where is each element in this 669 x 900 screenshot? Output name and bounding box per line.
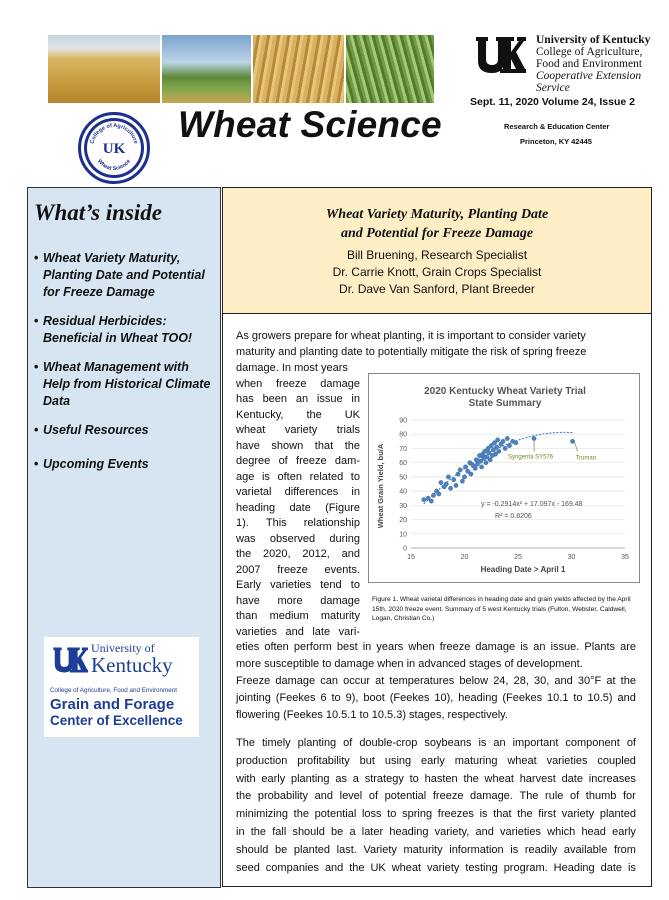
data-point [474, 458, 478, 462]
seal-bottom-text: Wheat Science [95, 158, 132, 173]
figure-caption: Figure 1. Wheat varietal differences in heading date and grain yields affected by the April 15th, 2020 freeze event. Summary of 5 west Kentucky trials (Fulton, Webster, Caldwell, Logan, Christian Co.) [372, 596, 631, 622]
y-tick-label: 10 [399, 531, 407, 539]
data-point [456, 472, 460, 476]
wheat-field-photo [48, 35, 160, 103]
column-line: wheat variety trials [236, 424, 360, 436]
data-point [454, 483, 458, 487]
body-line: jointing (Feekes 6 to 9), boot (Feekes 10), heading (Feekes 10.1 to 10.5) and [236, 692, 636, 704]
data-point [422, 497, 426, 501]
seal-top-text: College of Agriculture [89, 122, 139, 145]
column-line: varieties and late vari- [236, 625, 360, 638]
y-tick-label: 0 [403, 545, 407, 553]
institution-line3: Food and Environment [536, 58, 643, 70]
toc-list [34, 250, 216, 473]
x-tick-label: 20 [460, 554, 469, 561]
column-line: heading date (Figure [236, 501, 360, 514]
column-line: have more damage [236, 594, 360, 607]
column-line: have shown that the [236, 439, 360, 452]
uk-logo-icon [474, 35, 526, 75]
toc-item[interactable]: • Wheat Variety Maturity, Planting Date and Potential for Freeze Damage [34, 250, 216, 301]
issue-line: Sept. 11, 2020 Volume 24, Issue 2 [470, 96, 635, 108]
green-wheat-photo [346, 35, 434, 103]
body-line: seed companies and the UK wheat variety testing program. Heading date is [236, 861, 636, 874]
body-line: eties often perform best in years when freeze damage is an issue. Plants are [236, 641, 636, 653]
article-title-line1: Wheat Variety Maturity, Planting Date [325, 207, 549, 222]
column-line: damage. In most years [236, 362, 348, 374]
chart-xlabel: Heading Date > April 1 [480, 565, 566, 574]
annotation-label: Syngenta SY576 [508, 454, 554, 461]
ripe-wheat-photo [253, 35, 344, 103]
logo-center-excellence: Center of Excellence [50, 713, 183, 728]
chart-subtitle: State Summary [468, 398, 542, 409]
toc-item[interactable]: • Residual Herbicides: Beneficial in Wheat TOO! [34, 313, 216, 347]
masthead-title: Wheat Science [178, 104, 442, 145]
seal-center-text: UK [102, 141, 126, 157]
column-line: was observed during [236, 532, 360, 545]
column-line: varietal differences in [236, 486, 360, 498]
chart-r2: R² = 0.8206 [495, 513, 532, 520]
scatter-chart [369, 374, 641, 584]
body-line: in the fall should be a later heading variety, and varieties which head early [236, 826, 636, 838]
logo-college: College of Agriculture, Food and Environment [50, 687, 178, 694]
y-tick-label: 20 [399, 517, 407, 525]
body-line: the probability and level of potential freeze damage. The rule of thumb for [236, 790, 636, 803]
data-point [431, 493, 435, 497]
uk-logo-icon [52, 645, 88, 675]
logo-grain-forage: Grain and Forage [50, 696, 175, 713]
figure-1-chart [368, 373, 640, 583]
body-line: minimizing the potential loss to spring freezes is that the first variety planted [236, 808, 636, 821]
data-point [505, 436, 509, 440]
data-point [448, 486, 452, 490]
institution-line1: University of Kentucky [536, 34, 651, 46]
article-author: Dr. Dave Van Sanford, Plant Breeder [339, 282, 535, 296]
annotation-arrow [575, 442, 578, 451]
data-point [507, 443, 511, 447]
article-header [222, 187, 652, 314]
data-point [458, 468, 462, 472]
column-line: has been an issue in [236, 393, 360, 405]
body-line: As growers prepare for wheat planting, it is important to consider variety [236, 330, 586, 342]
trendline [424, 432, 574, 504]
data-point [532, 436, 536, 440]
data-point [479, 465, 483, 469]
y-tick-label: 40 [399, 488, 407, 496]
data-point [469, 472, 473, 476]
data-point [452, 478, 456, 482]
toc-item[interactable]: • Wheat Management with Help from Historical Climate Data [34, 359, 216, 410]
annotation-label: Truman [575, 455, 597, 462]
institution-block [536, 34, 669, 94]
data-point [501, 439, 505, 443]
column-line: when freeze damage [236, 377, 360, 390]
data-point [488, 458, 492, 462]
x-tick-label: 30 [567, 554, 576, 561]
data-point [473, 466, 477, 470]
sidebar-whats-inside [27, 187, 221, 888]
data-point [444, 482, 448, 486]
y-tick-label: 70 [399, 445, 407, 453]
body-line: production profitability but using early maturing wheat varieties coupled [236, 754, 636, 767]
data-point [497, 449, 501, 453]
column-line: Early varieties tend to [236, 579, 360, 591]
body-line: The timely planting of double-crop soybeans is an important component of [236, 737, 636, 749]
article-author: Bill Bruening, Research Specialist [346, 248, 528, 262]
center-name: Research & Education Center [504, 122, 610, 131]
article-title [223, 205, 651, 243]
wheat-science-seal [78, 112, 150, 184]
data-point [484, 460, 488, 464]
grain-forage-logo [44, 637, 199, 737]
y-tick-label: 80 [399, 431, 407, 439]
farm-landscape-photo [162, 35, 251, 103]
data-point [463, 465, 467, 469]
center-location: Princeton, KY 42445 [520, 137, 592, 146]
column-line: 2007 freeze events. [236, 563, 360, 576]
article-title-line2: and Potential for Freeze Damage [340, 226, 534, 241]
data-point [503, 446, 507, 450]
column-line: the 2020, 2012, and [236, 548, 360, 560]
body-line: Freeze damage can occur at temperatures below 24, 28, 30, and 30°F at the [236, 675, 636, 687]
data-point [514, 441, 518, 445]
body-line: with early planting as a strategy to hasten the wheat harvest date increases [236, 772, 636, 785]
column-line: age is often related to [236, 470, 360, 483]
y-tick-label: 50 [399, 474, 407, 482]
data-point [437, 492, 441, 496]
data-point [446, 475, 450, 479]
logo-kentucky: Kentucky [91, 653, 173, 677]
institution-line2: College of Agriculture, [536, 46, 643, 58]
svg-text:Wheat Science [96, 158, 132, 172]
y-tick-label: 60 [399, 460, 407, 468]
institution-line4: Cooperative Extension Service [536, 70, 642, 94]
data-point [495, 438, 499, 442]
toc-item[interactable]: • Useful Resources [34, 422, 216, 439]
body-line: flowering (Feekes 10.5.1 to 10.5.3) stages, respectively. [236, 709, 508, 721]
column-line: degree of freeze dam- [236, 455, 360, 467]
y-tick-label: 90 [399, 417, 407, 425]
chart-title: 2020 Kentucky Wheat Variety Trial [424, 386, 586, 397]
y-tick-label: 30 [399, 502, 407, 510]
sidebar-title: What’s inside [34, 200, 163, 225]
x-tick-label: 25 [514, 554, 522, 561]
article-author: Dr. Carrie Knott, Grain Crops Specialist [332, 265, 542, 279]
chart-ylabel: Wheat Grain Yield, bu/A [376, 443, 385, 529]
column-line: 1). This relationship [236, 517, 360, 529]
data-point [439, 480, 443, 484]
chart-equation: y = -0.2914x² + 17.097x - 169.48 [481, 501, 583, 508]
data-point [460, 479, 464, 483]
body-line: should be planted last. Variety maturity information is readily available from [236, 843, 636, 856]
body-line: maturity and planting date to potentially mitigate the risk of spring freeze [236, 346, 587, 358]
column-line: than medium maturity [236, 610, 360, 622]
data-point [570, 439, 574, 443]
data-point [494, 445, 498, 449]
x-tick-label: 35 [621, 554, 629, 561]
data-point [429, 499, 433, 503]
data-point [462, 475, 466, 479]
x-tick-label: 15 [407, 554, 415, 561]
body-line: more susceptible to damage when in advanced stages of development. [236, 658, 583, 670]
column-line: Kentucky, the UK [236, 408, 360, 421]
logo-university-of: University of [91, 641, 155, 655]
toc-item[interactable]: • Upcoming Events [34, 456, 216, 473]
